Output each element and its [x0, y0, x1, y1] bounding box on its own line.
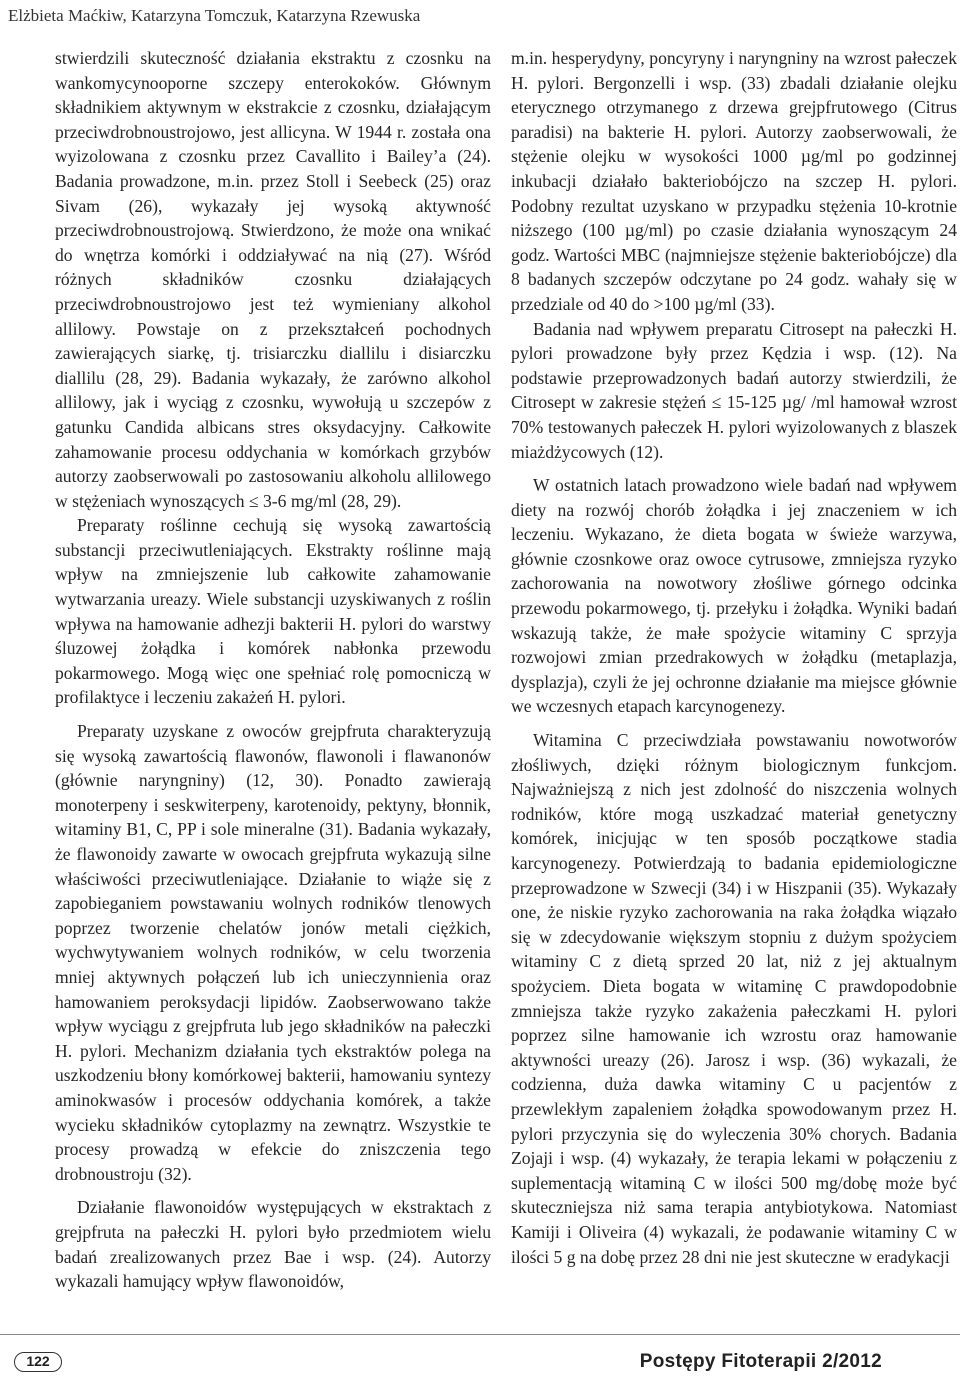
paragraph: Badania nad wpływem preparatu Citrosept na pałeczki H. pylori prowadzone były przez Kędzia i wsp. (12). Na podstawie przeprowadzonych badań autorzy stwierdzili, że Citrosept w zakresie stężeń ≤ 15-125 µg/ /ml hamował wzrost 70% testowanych pałeczek H. pylori wyizolowanych z blaszek miażdżycowych (12).: [511, 318, 957, 462]
paragraph: stwierdzili skuteczność działania ekstraktu z czosnku na wankomycynooporne szczepy enterokoków. Głównym składnikiem aktywnym w ekstrakcie z czosnku, działającym przeciwdrobnoustrojowo, jest allicyna. W 1944 r. została ona wyizolowana z czosnku przez Cavallito i Bailey’a (24). Badania prowadzone, m.in. przez Stoll i Seebeck (25) oraz Sivam (26), wykazały jej wysoką aktywność przeciwdrobnoustrojową. Stwierdzono, że może ona wnikać do wnętrza komórki i oddziaływać na nią (27). Wśród różnych składników czosnku działających przeciwdrobnoustrojowo jest też wymieniany alkohol allilowy. Powstaje on z przekształceń pochodnych zawierających siarkę, tj. trisiarczku diallilu i disiarczku diallilu (28, 29). Badania wykazały, że zarówno alkohol allilowy, jak i wyciąg z czosnku, wywołują u szczepów z gatunku Candida albicans stres oksydacyjny. Całkowite zahamowanie procesu oddychania w komórkach grzybów autorzy zaobserwowali po zastosowaniu alkoholu allilowego w stężeniach wynoszących ≤ 3-6 mg/ml (28, 29).: [55, 48, 491, 511]
footer-divider: [0, 1334, 960, 1335]
paragraph: Preparaty uzyskane z owoców grejpfruta charakteryzują się wysoką zawartością flawonów, flawonoli i flawanonów (głównie naryngniny) (12, 30). Ponadto zawierają monoterpeny i seskwiterpeny, karotenoidy, pektyny, błonnik, witaminy B1, C, PP i sole mineralne (31). Badania wykazały, że flawonoidy zawarte w owocach grejpfruta wykazują silne właściwości przeciwutleniające. Działanie to wiąże się z zapobieganiem powstawaniu wolnych rodników tlenowych poprzez tworzenie chelatów jonów metali ciężkich, wychwytywaniem wolnych rodników, w celu tworzenia mniej aktywnych połączeń lub ich unieczynnienia oraz hamowaniem peroksydacji lipidów. Zaobserwowano także wpływ wyciągu z grejpfruta lub jego składników na pałeczki H. pylori. Mechanizm działania tych ekstraktów polega na uszkodzeniu błony komórkowej bakterii, hamowaniu syntezy aminokwasów i procesów oddychania komórek, a także wycieku składników cytoplazmy na zewnątrz. Wszystkie te procesy prowadzą w efekcie do zniszczenia tego drobnoustroju (32).: [55, 721, 491, 1184]
left-text-column: [55, 46, 491, 1316]
paragraph: Działanie flawonoidów występujących w ekstraktach z grejpfruta na pałeczki H. pylori było przedmiotem wielu badań zrealizowanych przez Bae i wsp. (24). Autorzy wykazali hamujący wpływ flawonoidów,: [55, 1197, 491, 1292]
paragraph: m.in. hesperydyny, poncyryny i naryngniny na wzrost pałeczek H. pylori. Bergonzelli i wsp. (33) zbadali działanie olejku eterycznego otrzymanego z drzewa grejpfrutowego (Citrus paradisi) na bakterie H. pylori. Autorzy zaobserwowali, że stężenie olejku w wysokości 1000 µg/ml po godzinnej inkubacji działało bakteriobójczo na szczep H. pylori. Podobny rezultat uzyskano w przypadku stężenia 10-krotnie niższego (100 µg/ml) po czasie działania wynoszącym 24 godz. Wartości MBC (najmniejsze stężenie bakteriobójcze) dla 8 badanych szczepów odczytane po 24 godz. wahały się w przedziale od 40 do >100 µg/ml (33).: [511, 48, 957, 314]
paragraph: Witamina C przeciwdziała powstawaniu nowotworów złośliwych, dzięki różnym biologicznym funkcjom. Najważniejszą z nich jest zdolność do niszczenia wolnych rodników, które mogą uszkadzać materiał genetyczny komórek, inicjując w ten sposób początkowe stadia karcynogenezy. Potwierdzają to badania epidemiologiczne przeprowadzone w Szwecji (34) i w Hiszpanii (35). Wykazały one, że niskie ryzyko zachorowania na raka żołądka wiązało się w zdecydowanie większym stopniu z dużym spożyciem witaminy C z dietą sprzed 20 lat, niż z jej aktualnym spożyciem. Dieta bogata w witaminę C prawdopodobnie zmniejsza także ryzyko zakażenia pałeczkami H. pylori poprzez silne hamowanie ich wzrostu oraz hamowanie aktywności ureazy (26). Jarosz i wsp. (36) wykazali, że codzienna, duża dawka witaminy C u pacjentów z przewlekłym zapaleniem żołądka spowodowanym przez H. pylori przyczynia się do wyleczenia 30% chorych. Badania Zojaji i wsp. (4) wykazały, że terapia lekami w połączeniu z suplementacją witaminą C w ilości 500 mg/dobę może być skuteczniejsza niż sama terapia antybiotykowa. Natomiast Kamiji i Oliveira (4) wykazali, że podawanie witaminy C w ilości 5 g na dobę przez 28 dni nie jest skuteczne w eradykacji: [511, 730, 957, 1267]
right-text-column: [511, 46, 957, 1316]
journal-title: Postępy Fitoterapii 2/2012: [639, 1351, 882, 1372]
paragraph: Preparaty roślinne cechują się wysoką zawartością substancji przeciwutleniających. Ekstrakty roślinne mają wpływ na zmniejszenie lub całkowite zahamowanie wytwarzania ureazy. Wiele substancji uzyskiwanych z roślin wpływa na hamowanie adhezji bakterii H. pylori do warstwy śluzowej żołądka i komórek nabłonka przewodu pokarmowego. Mogą więc one spełniać rolę pomocniczą w profilaktyce i leczeniu zakażeń H. pylori.: [55, 515, 491, 708]
running-header-authors: Elżbieta Maćkiw, Katarzyna Tomczuk, Katarzyna Rzewuska: [8, 6, 421, 25]
page-number: 122: [14, 1352, 62, 1372]
paragraph: W ostatnich latach prowadzono wiele badań nad wpływem diety na rozwój chorób żołądka i jej znaczeniem w ich leczeniu. Wykazano, że dieta bogata w świeże warzywa, głównie czosnkowe oraz owoce cytrusowe, zmniejsza ryzyko zachorowania na nowotwory złośliwe górnego odcinka przewodu pokarmowego, tj. przełyku i żołądka. Wyniki badań wskazują także, że małe spożycie witaminy C sprzyja rozwojowi zmian przedrakowych w żołądku (metaplazja, dysplazja), czyli że jej ochronne działanie ma miejsce głównie we wczesnych etapach karcynogenezy.: [511, 475, 957, 717]
